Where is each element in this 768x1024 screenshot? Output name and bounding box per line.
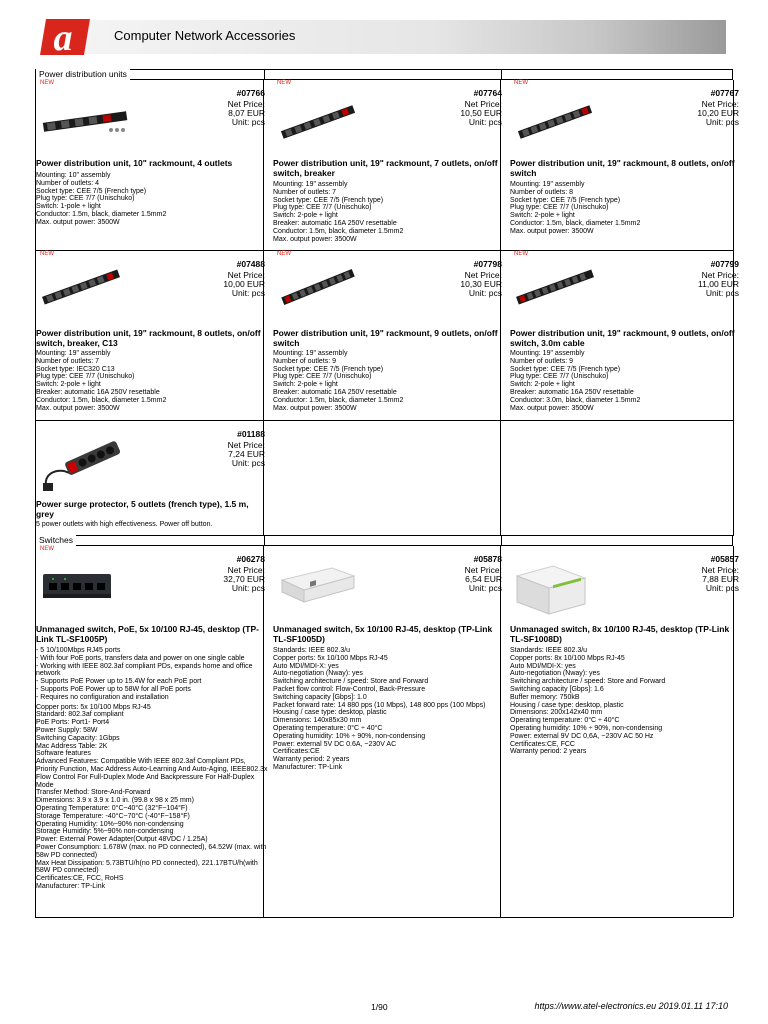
net-price-label: Net Price:	[701, 99, 739, 109]
section-label: Power distribution units	[36, 69, 130, 80]
net-price-label: Net Price:	[464, 565, 502, 575]
product-title: Power surge protector, 5 outlets (french type), 1.5 m, grey	[36, 499, 249, 519]
pdu-19in-image	[278, 102, 358, 142]
pdu-19in-image	[39, 265, 123, 309]
product-code: #07488	[236, 259, 265, 269]
price-block	[228, 100, 265, 127]
price-block	[223, 271, 265, 298]
product-specs: Standards: IEEE 802.3/u Copper ports: 5x 10/100 Mbps RJ-45 Auto MDI/MDI-X: yes Auto-negotiation (Nway): yes Switching architecture / speed: Store and Forward Packet flow control: Flow-Control, Back-Pressure Switching capacity [Gbps]: 1.0 Packet forward rate: 14 880 pps (10 Mbps), 148 800 pps (100 Mbps) Housing / case type: desktop, plastic Dimensions: 140x85x30 mm Operating temperature: 0°C ÷ 40°C Operating humidity: 10% ÷ 90%, non-condensing Power: external 5V DC 0.6A, ~230V AC Certificates:CE Warranty period: 2 years Manufacturer: TP-Link	[273, 647, 486, 771]
section-pdu	[35, 69, 733, 80]
surge-protector-image	[39, 433, 123, 493]
product-specs: Mounting: 19" assembly Number of outlets: 8 Socket type: CEE 7/5 (French type) Plug type: CEE 7/7 (Unischuko) Switch: 2-pole + light Conductor: 1.5m, black, diameter 1.5mm2 Max. output power: 3500W	[510, 181, 641, 235]
poe-switch-image	[41, 572, 113, 600]
product-title: Power distribution unit, 19" rackmount, 8 outlets, on/off switch	[510, 158, 735, 178]
atel-logo	[40, 19, 90, 55]
unit-label: Unit: pcs	[705, 288, 739, 298]
product-card[interactable]	[272, 546, 508, 917]
net-price-label: Net Price:	[227, 440, 265, 450]
price-block	[697, 100, 739, 127]
product-code: #05857	[710, 554, 739, 564]
unit-label: Unit: pcs	[231, 288, 265, 298]
new-badge: NEW	[40, 80, 54, 86]
unit-label: Unit: pcs	[468, 288, 502, 298]
unit-label: Unit: pcs	[231, 583, 265, 593]
pdu-10in-image	[41, 108, 129, 134]
price-value: 10,20 EUR	[697, 108, 739, 118]
price-block	[702, 566, 739, 593]
price-block	[228, 441, 265, 468]
footer-url[interactable]: https://www.atel-electronics.eu 2019.01.11 17:10	[534, 1001, 728, 1011]
product-code: #07799	[710, 259, 739, 269]
product-code: #05878	[473, 554, 502, 564]
product-specs: Mounting: 10" assembly Number of outlets: 4 Socket type: CEE 7/5 (French type) Plug type: CEE 7/7 (Unischuko) Switch: 1-pole + light Conductor: 1.5m, black, diameter 1.5mm2 Max. output power: 3500W	[36, 172, 167, 226]
price-value: 32,70 EUR	[223, 574, 265, 584]
unit-label: Unit: pcs	[231, 117, 265, 127]
page-number: 1/90	[371, 1002, 388, 1012]
desktop-switch-8port-image	[513, 562, 589, 618]
product-specs: Mounting: 19" assembly Number of outlets: 9 Socket type: CEE 7/5 (French type) Plug type: CEE 7/7 (Unischuko) Switch: 2-pole + light Breaker: automatic 16A 250V resettable Conductor: 1.5m, black, diameter 1.5mm2 Max. output power: 3500W	[273, 350, 404, 412]
product-title: Unmanaged switch, 8x 10/100 RJ-45, desktop (TP-Link TL-SF1008D)	[510, 624, 730, 644]
product-card[interactable]	[509, 251, 745, 420]
product-title: Power distribution unit, 19" rackmount, 9 outlets, on/off switch	[273, 328, 498, 348]
product-title: Unmanaged switch, 5x 10/100 RJ-45, desktop (TP-Link TL-SF1005D)	[273, 624, 493, 644]
price-value: 7,88 EUR	[702, 574, 739, 584]
product-card[interactable]	[35, 421, 271, 535]
pdu-19in-image	[513, 265, 597, 309]
page-title: Computer Network Accessories	[114, 28, 296, 43]
product-title: Power distribution unit, 19" rackmount, 7 outlets, on/off switch, breaker	[273, 158, 498, 178]
price-value: 10,30 EUR	[460, 279, 502, 289]
product-title: Power distribution unit, 10" rackmount, 4 outlets	[36, 158, 233, 168]
price-value: 10,00 EUR	[223, 279, 265, 289]
new-badge: NEW	[40, 251, 54, 257]
product-card[interactable]	[272, 251, 508, 420]
new-badge: NEW	[514, 80, 528, 86]
pdu-19in-image	[278, 267, 358, 307]
product-title: Power distribution unit, 19" rackmount, 9 outlets, on/off switch, 3.0m cable	[510, 328, 735, 348]
section-switches	[35, 535, 733, 546]
unit-label: Unit: pcs	[468, 583, 502, 593]
net-price-label: Net Price:	[464, 270, 502, 280]
unit-label: Unit: pcs	[705, 583, 739, 593]
section-label: Switches	[36, 535, 76, 546]
net-price-label: Net Price:	[701, 270, 739, 280]
product-code: #01188	[237, 429, 265, 439]
price-value: 11,00 EUR	[698, 279, 739, 289]
product-specs: - 5 10/100Mbps RJ45 ports - With four PoE ports, transfers data and power on one single cable - Working with IEEE 802.3af compliant PDs, expands home and office network - Supports PoE Power up to 15.4W for each PoE port - Supports PoE Power up to 58W for all PoE ports - Requires no configuration and installation Copper ports: 5x 10/100 Mbps RJ-45 Standard: 802.3af compliant PoE Ports: Port1- Port4 Power Supply: 58W Switching Capacity: 1Gbps Mac Address Table: 2K Software features Advanced Features: Compatible With IEEE 802.3af Compliant PDs, Priority Function, Mac Address Auto-Learning And Auto-Aging, IEEE802.3x Flow Control For Full-Duplex Mode And Backpressure For Half-Duplex Mode Transfer Method: Store-And-Forward Dimensions: 3.9 x 3.9 x 1.0 in. (99.8 x 98 x 25 mm) Operating Temperature: 0°C~40°C (32°F~104°F) Storage Temperature: -40°C~70°C (-40°F~158°F) Operating Humidity: 10%~90% non-condensing Storage Humidity: 5%~90% non-condensing Power: External Power Adapter(Output 48VDC / 1.25A) Power Consumption: 1.678W (max. no PD connected), 64.52W (max. with 58w PD connected) Max Heat Dissipation: 5.73BTU/h(no PD connected), 221.17BTU/h(with 58W PD connected) Certificates:CE, FCC, RoHS Manufacturer: TP-Link	[36, 647, 268, 890]
product-card[interactable]	[35, 80, 271, 250]
unit-label: Unit: pcs	[468, 117, 502, 127]
product-specs: Standards: IEEE 802.3/u Copper ports: 8x 10/100 Mbps RJ-45 Auto MDI/MDI-X: yes Auto-negotiation (Nway): yes Switching architecture / speed: Store and Forward Switching capacity [Gbps]: 1.6 Buffer memory: 750kB Housing / case type: desktop, plastic Dimensions: 200x142x40 mm Operating temperature: 0°C ÷ 40°C Operating humidity: 10% ÷ 90%, non-condensing Power: external 9V DC 0,6A, ~230V AC 50 Hz Certificates:CE, FCC Warranty period: 2 years	[510, 647, 666, 756]
new-badge: NEW	[277, 251, 291, 257]
price-block	[223, 566, 265, 593]
price-block	[460, 271, 502, 298]
net-price-label: Net Price:	[701, 565, 739, 575]
price-block	[698, 271, 739, 298]
product-specs: Mounting: 19" assembly Number of outlets: 7 Socket type: IEC320 C13 Plug type: CEE 7/7 (Unischuko) Switch: 2-pole + light Breaker: automatic 16A 250V resettable Conductor: 1.5m, black, diameter 1.5mm2 Max. output power: 3500W	[36, 350, 167, 412]
price-block	[460, 100, 502, 127]
unit-label: Unit: pcs	[231, 458, 265, 468]
product-title: Power distribution unit, 19" rackmount, 8 outlets, on/off switch, breaker, C13	[36, 328, 261, 348]
product-code: #06278	[236, 554, 265, 564]
net-price-label: Net Price:	[227, 565, 265, 575]
net-price-label: Net Price:	[464, 99, 502, 109]
product-code: #07764	[473, 88, 502, 98]
net-price-label: Net Price:	[227, 99, 265, 109]
product-title: Unmanaged switch, PoE, 5x 10/100 RJ-45, desktop (TP-Link TL-SF1005P)	[36, 624, 259, 644]
page-header	[40, 19, 726, 55]
product-specs: 5 power outlets with high effectiveness. Power off button.	[36, 521, 213, 528]
product-card[interactable]	[272, 80, 508, 250]
new-badge: NEW	[40, 546, 54, 552]
price-block	[465, 566, 502, 593]
unit-label: Unit: pcs	[705, 117, 739, 127]
new-badge: NEW	[514, 251, 528, 257]
product-code: #07798	[473, 259, 502, 269]
product-specs: Mounting: 19" assembly Number of outlets: 7 Socket type: CEE 7/5 (French type) Plug type: CEE 7/7 (Unischuko) Switch: 2-pole + light Breaker: automatic 16A 250V resettable Conductor: 1.5m, black, diameter 1.5mm2 Max. output power: 3500W	[273, 181, 404, 243]
new-badge: NEW	[277, 80, 291, 86]
product-card[interactable]	[509, 80, 745, 250]
svg-text:a: a	[53, 19, 73, 55]
product-specs: Mounting: 19" assembly Number of outlets: 9 Socket type: CEE 7/5 (French type) Plug type: CEE 7/7 (Unischuko) Switch: 2-pole + light Breaker: automatic 16A 250V resettable Conductor: 3.0m, black, diameter 1.5mm2 Max. output power: 3500W	[510, 350, 641, 412]
product-card[interactable]	[35, 546, 271, 917]
product-code: #07767	[710, 88, 739, 98]
product-card[interactable]	[509, 546, 745, 917]
net-price-label: Net Price:	[227, 270, 265, 280]
price-value: 10,50 EUR	[460, 108, 502, 118]
desktop-switch-image	[278, 562, 358, 606]
price-value: 8,07 EUR	[228, 108, 265, 118]
pdu-19in-image	[515, 102, 595, 142]
price-value: 7,24 EUR	[228, 449, 265, 459]
product-card[interactable]	[35, 251, 271, 420]
product-code: #07766	[236, 88, 265, 98]
price-value: 6,54 EUR	[465, 574, 502, 584]
